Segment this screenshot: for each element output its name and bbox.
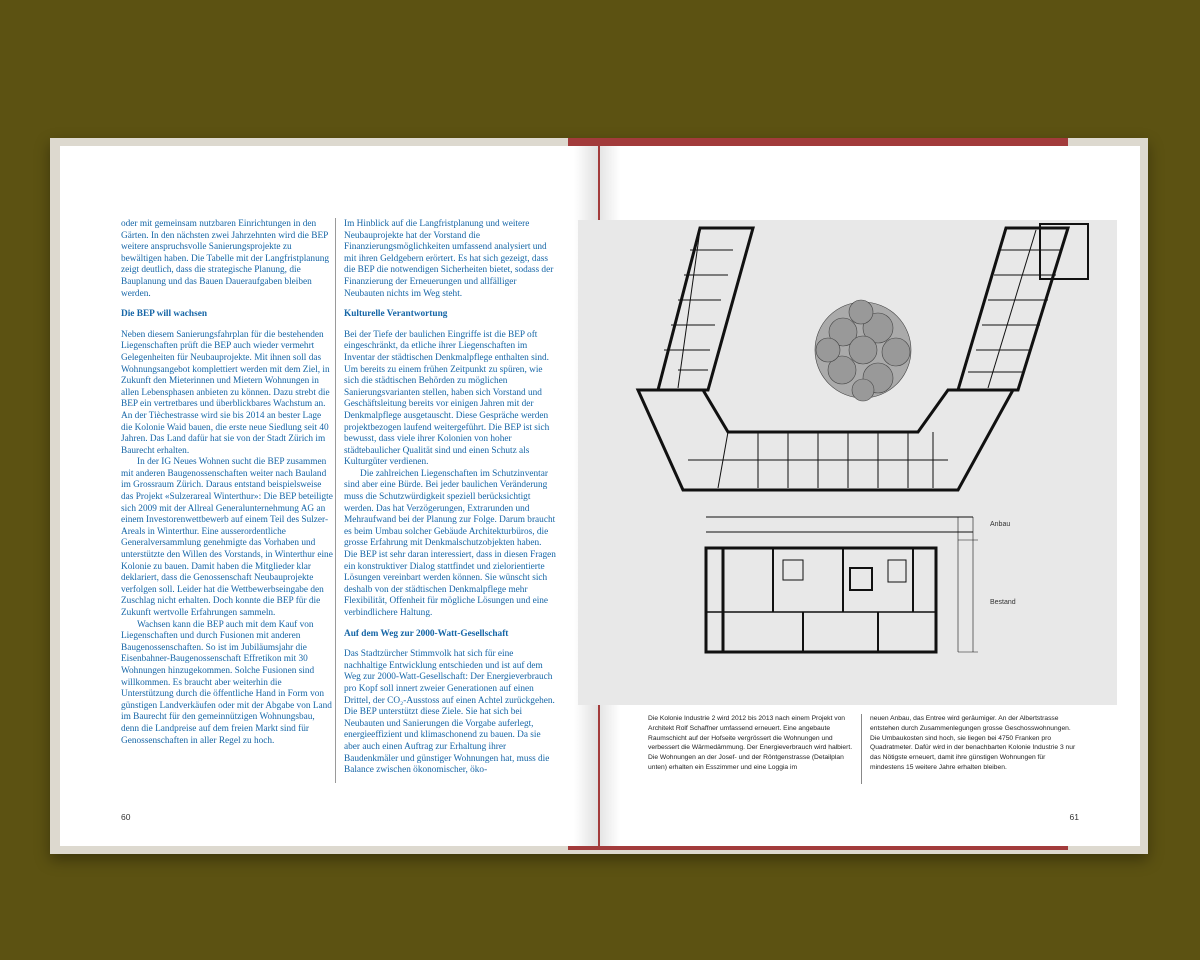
paragraph: Wachsen kann die BEP auch mit dem Kauf von Liegenschaften und durch Fusionen mit anderen Baugenossenschaften. So ist im Jubiläumsjahr die Eisenbahner-Baugenossenschaft Effretikon mit 30 Wohnungen hinzugekommen. Solche Fusionen sind willkommen. Es braucht aber weiterhin die Unterstützung durch die öffentliche Hand in Form von günstigen Landverkäufen oder mit der Abgabe von Land im Baurecht für den gemeinnützigen Wohnungsbau, denn die Landpreise auf dem freien Markt sind für Genossenschaften in aller Regel zu hoch. [121,619,332,746]
label-bestand: Bestand [990,599,1016,606]
paragraph: In der IG Neues Wohnen sucht die BEP zusammen mit anderen Baugenossenschaften weiter nach Bauland im Grossraum Zürich. Daraus entstand beispielsweise das Projekt «Sulzerareal Winterthur»: Die BEP beteiligte sich 2009 mit der Allreal Generalunternehmung AG an einem Investorenwettbewerb auf einem Teil des Sulzer-Areals in Winterthur. Eine ausserordentliche Generalversammlung genehmigte das Vorhaben und unterstützte den Willen des Vorstands, in Winterthur eine Kolonie zu bauen. Damit haben die Mitglieder klar deklariert, dass die Genossenschaft Neubauprojekte verfolgen soll. Leider hat die Wettbewerbseingabe den Zuschlag nicht erhalten. Doch konnte die BEP für die Zukunft wertvolle Erfahrungen sammeln. [121,457,333,618]
page-number-left: 60 [121,812,131,822]
label-anbau: Anbau [990,521,1011,528]
paragraph: Im Hinblick auf die Langfristplanung und weitere Neubauprojekte hat der Vorstand die Finanzierungsmöglichkeiten umfassend analysiert und mit ihren Geldgebern erörtert. Es hat sich gezeigt, dass die BEP die notwendigen Sicherheiten bietet, sodass der Finanzierung der Erneuerungen und allfälliger Neubauten nichts im Weg steht. [344,219,554,299]
left-page [60,146,598,846]
section-plan [706,517,978,652]
caption-column-1: Die Kolonie Industrie 2 wird 2012 bis 2013 nach einem Projekt von Architekt Rolf Schaffner umfassend erneuert. Eine angebaute Raumschicht auf der Hofseite vergrössert die Wohnungen und verbessert die Wärmedämmung. Der Energieverbrauch wird halbiert. Die Wohnungen an der Josef- und der Röntgenstrasse (Detailplan unten) erhalten ein Esszimmer und eine Loggia im [648,715,853,771]
paragraph: Das Stadtzürcher Stimmvolk hat sich für eine nachhaltige Entwicklung entschieden und ist auf dem Weg zur 2000-Watt-Gesellschaft: Der Energieverbrauch pro Kopf soll innert zweier Generationen auf einen Drittel, der CO₂-Ausstoss auf einen Achtel zurückgehen. Die BEP unterstützt diese Ziele. Sie hat sich bei Neubauten und Sanierungen die Vorgabe auferlegt, energieeffizient und klimaschonend zu bauen. Da sie aber auch einen Auftrag zur Erhaltung ihrer Baudenkmäler und günstiger Wohnungen hat, muss die Balance zwischen ökonomischer, öko- [344,649,555,776]
text-column-1 [121,219,333,747]
right-page [600,146,1140,846]
floor-plan-drawing [578,220,1117,705]
section-heading: Kulturelle Verantwortung [344,309,448,320]
text-column-2 [344,219,556,777]
caption-column-2: neuen Anbau, das Entree wird geräumiger. An der Albertstrasse entstehen durch Zusammenlegungen grosse Geschosswohnungen. Die Umbaukosten sind hoch, sie liegen bei 4750 Franken pro Quadratmeter. Dafür wird in der benachbarten Kolonie Industrie 3 nur das Nötigste erneuert, damit ihre günstigen Wohnungen für mindestens 15 weitere Jahre erhalten bleiben. [870,715,1076,771]
page-number-right: 61 [1069,812,1079,822]
paragraph: oder mit gemeinsam nutzbaren Einrichtungen in den Gärten. In den nächsten zwei Jahrzehnten wird die BEP weitere anspruchsvolle Sanierungsprojekte zu bewältigen haben. Die Tabelle mit der Langfristplanung zeigt deutlich, dass die strategische Planung, die Bauplanung und das Bauen Daueraufgaben bleiben werden. [121,219,330,299]
paragraph: Bei der Tiefe der baulichen Eingriffe ist die BEP oft eingeschränkt, da etliche ihrer Liegenschaften im Inventar der städtischen Denkmalpflege enthalten sind. Um bereits zu einem frühen Zeitpunkt zu spüren, wie sich die städtischen Behörden zu möglichen Sanierungsvarianten stellen, haben sich Vorstand und Geschäftsleitung bereits vor einigen Jahren mit der Denkmalpflege ausgetauscht. Diese Gespräche werden projektbezogen laufend weitergeführt. Die BEP ist sich bewusst, dass viele ihrer Kolonien von hoher städtebaulicher Qualität sind und einen Schutz als Kulturgüter verdienen. [344,329,550,468]
paragraph: Die zahlreichen Liegenschaften im Schutzinventar sind aber eine Bürde. Bei jeder baulichen Veränderung muss die Schutzwürdigkeit speziell berücksichtigt werden. Das hat Verzögerungen, Extrarunden und Mehraufwand bei der Planung zur Folge. Darum braucht es beim Umbau solcher Gebäude Architekturbüros, die grosse Erfahrung mit Denkmalschutzobjekten haben. Die BEP ist sehr daran interessiert, dass in diesen Fragen ein konstruktiver Dialog stattfindet und zielorientierte Lösungen vereinbart werden können. Sie wünscht sich deshalb von der städtischen Denkmalpflege mehr Flexibilität, Offenheit für mögliche Lösungen und eine verbindlichere Haltung. [344,468,556,618]
floor-plan-figure [578,220,1117,705]
caption-divider [861,714,862,784]
section-heading: Die BEP will wachsen [121,309,208,320]
courtyard-tree [815,300,911,401]
section-heading: Auf dem Weg zur 2000-Watt-Gesellschaft [344,628,509,639]
paragraph: Neben diesem Sanierungsfahrplan für die bestehenden Liegenschaften prüft die BEP auch wieder vermehrt Gelegenheiten für Neubauprojekte. Mit ihnen soll das Wohnungsangebot komplettiert werden mit dem Ziel, in Zukunft den Mieterinnen und Mietern Wohnungen in allen Lebensphasen anbieten zu können. Dazu strebt die BEP ein vertretbares und überblickbares Wachstum an. An der Tièchestrasse wird sie bis 2014 an bester Lage die Kolonie Waid bauen, die erste neue Siedlung seit 40 Jahren. Das Land dafür hat sie von der Stadt Zürich im Baurecht erhalten. [121,329,330,456]
column-divider [335,218,336,783]
